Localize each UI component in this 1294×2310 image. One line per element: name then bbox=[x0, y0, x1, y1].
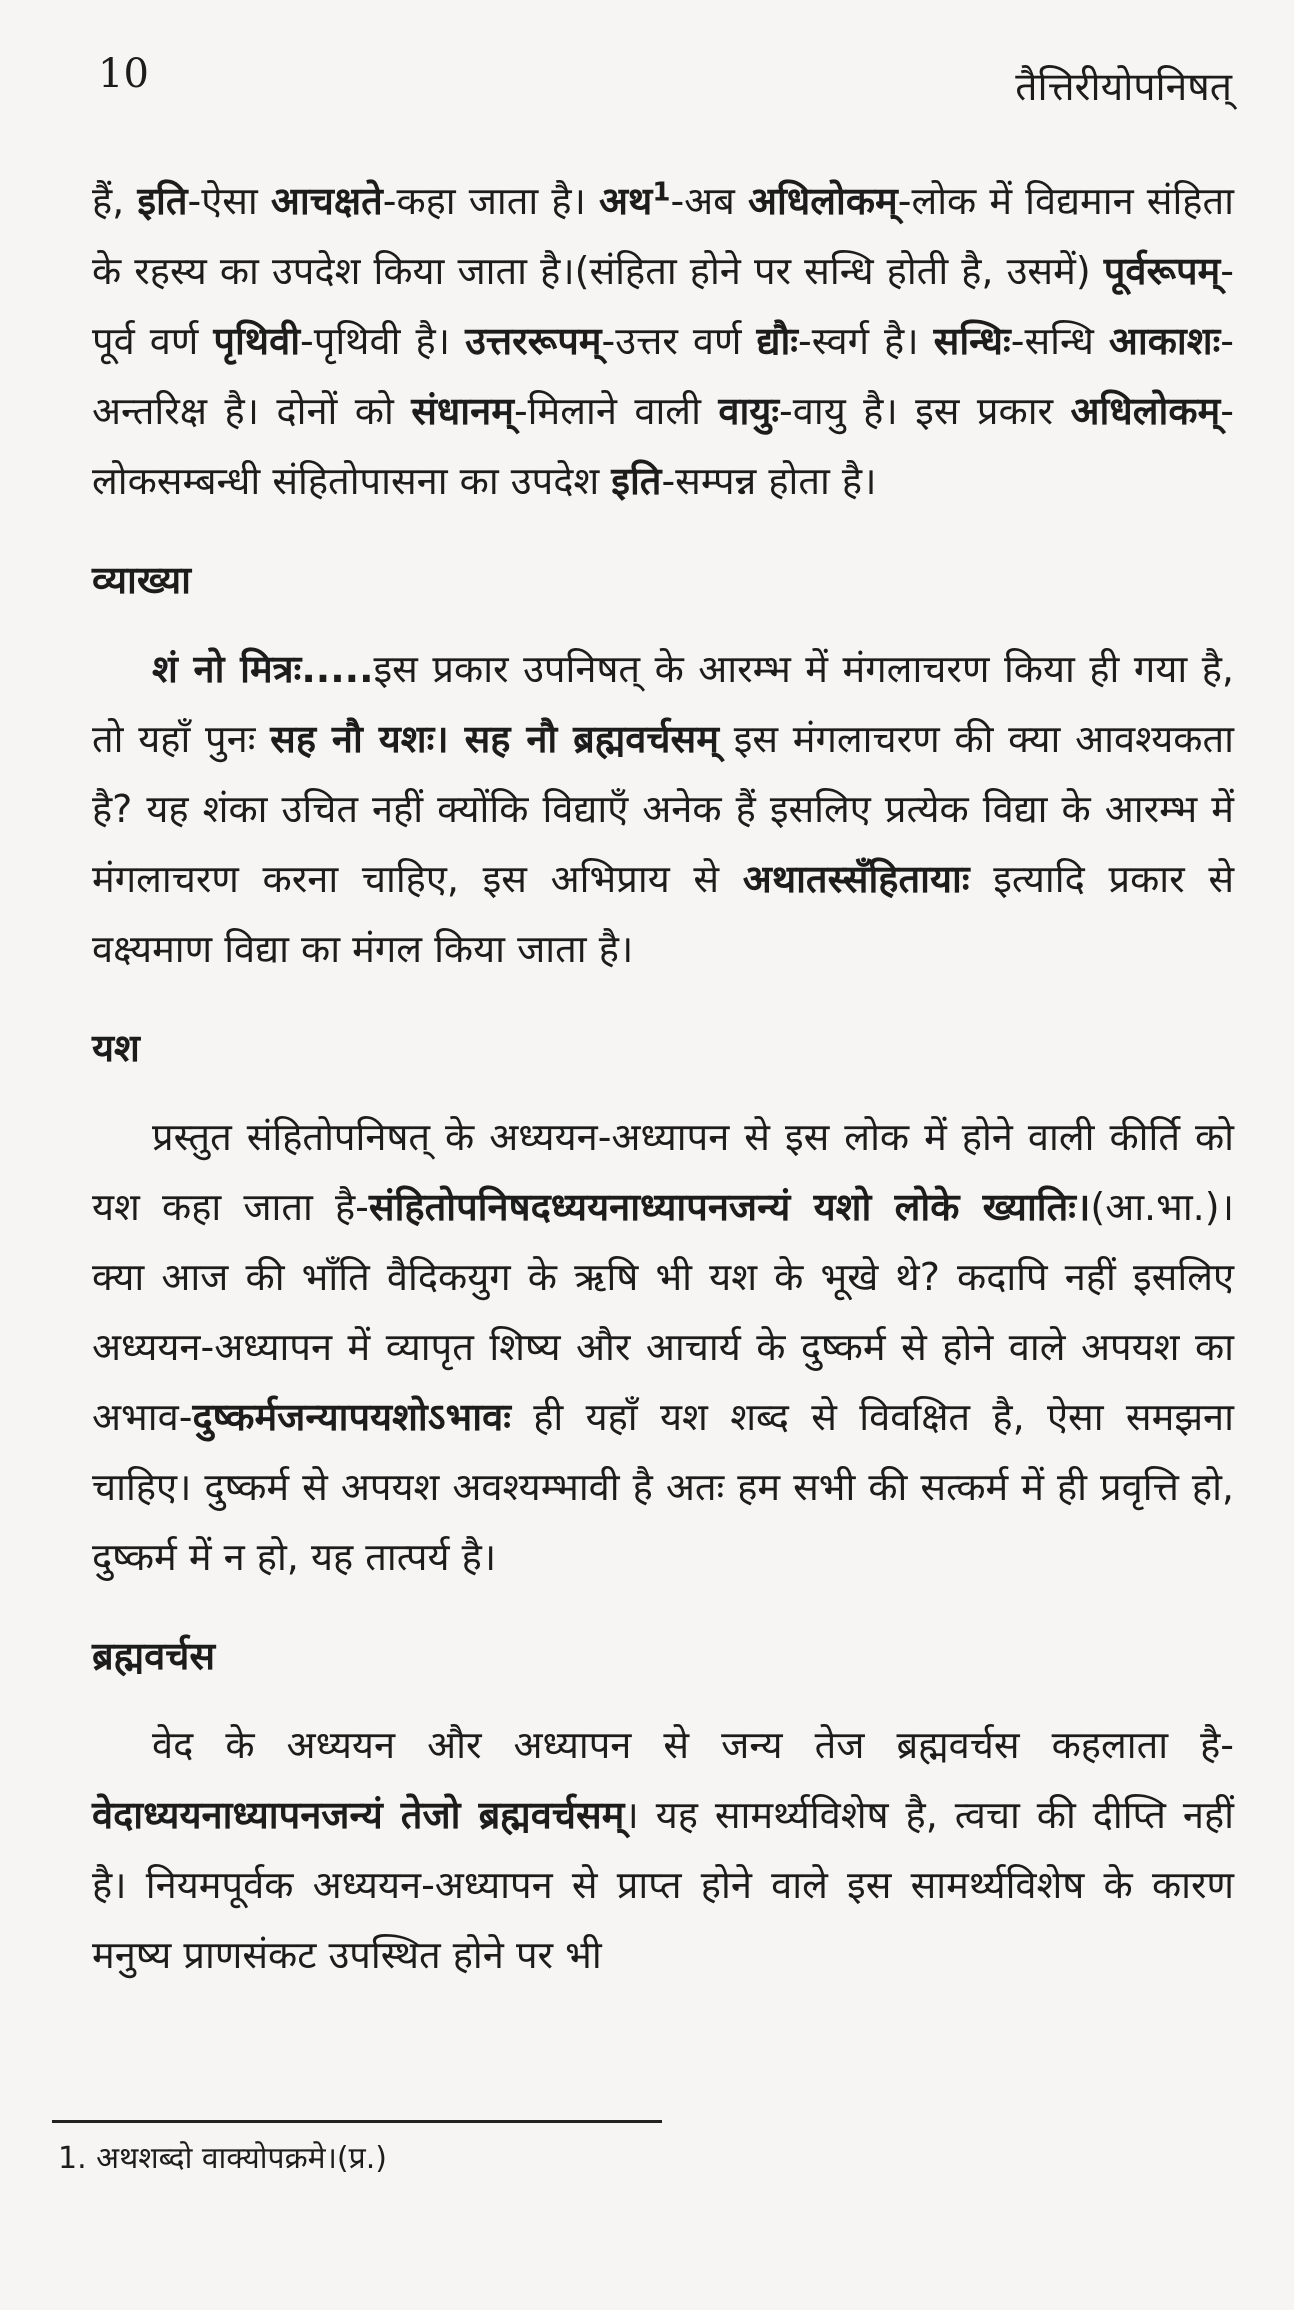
page-number: 10 bbox=[98, 51, 149, 97]
footnote-marker: 1 bbox=[652, 177, 671, 208]
bold-term: संहितोपनिषदध्ययनाध्यापनजन्यं यशो लोके ख्यातिः। bbox=[368, 1185, 1091, 1229]
bold-term: सन्धिः bbox=[933, 319, 1011, 363]
section-heading-yash: यश bbox=[92, 1026, 140, 1070]
bold-term: अधिलोकम् bbox=[1070, 389, 1221, 433]
page-header bbox=[98, 45, 1232, 125]
bold-term: इति bbox=[611, 459, 662, 503]
footnote-divider bbox=[52, 2120, 662, 2123]
page-body bbox=[92, 166, 1234, 1990]
bold-term: द्यौः bbox=[756, 319, 798, 363]
text: ही यहाँ यश शब्द से विवक्षित है, ऐसा समझना चाहिए। दुष्कर्म से अपयश अवश्यम्भावी है अतः हम सभी की सत्कर्म में ही प्रवृत्ति हो, दुष्कर्म में न हो, यह तात्पर्य है। bbox=[92, 1395, 1234, 1579]
bold-term: वायुः bbox=[718, 389, 780, 433]
text: -सन्धि bbox=[1010, 319, 1109, 363]
bold-term: दुष्कर्मजन्यापयशोऽभावः bbox=[192, 1395, 511, 1439]
paragraph-brahmavarchas bbox=[92, 1710, 1234, 1990]
bold-term: अथ bbox=[599, 179, 653, 223]
paragraph-adhilokam bbox=[92, 166, 1234, 516]
text: -पूर्व वर्ण bbox=[92, 249, 1234, 363]
paragraph-yash bbox=[92, 1102, 1234, 1592]
section-heading-vyakhya: व्याख्या bbox=[92, 558, 191, 602]
text: हैं, bbox=[92, 179, 138, 223]
text: -उत्तर वर्ण bbox=[601, 319, 757, 363]
bold-term: संधानम् bbox=[411, 389, 514, 433]
bold-term: इति bbox=[137, 179, 188, 223]
text: -वायु है। इस प्रकार bbox=[779, 389, 1071, 433]
text: -अब bbox=[670, 179, 748, 223]
footnote: 1. अथशब्दो वाक्योपक्रमे।(प्र.) bbox=[58, 2141, 387, 2176]
running-title: तैत्तिरीयोपनिषत् bbox=[1015, 65, 1232, 110]
text: -पृथिवी है। bbox=[300, 319, 466, 363]
text: -कहा जाता है। bbox=[382, 179, 600, 223]
bold-term: पृथिवी bbox=[213, 319, 301, 363]
section-heading-brahmavarchas: ब्रह्मवर्चस bbox=[92, 1634, 216, 1678]
paragraph-mangalacharan bbox=[92, 634, 1234, 984]
bold-term: अथातस्सँहितायाः bbox=[742, 857, 970, 901]
text: -सम्पन्न होता है। bbox=[661, 459, 877, 503]
bold-term: सह नौ यशः। सह नौ ब्रह्मवर्चसम् bbox=[270, 717, 719, 761]
bold-term: आचक्षते bbox=[270, 179, 383, 223]
bold-term: शं नो मित्रः..... bbox=[152, 647, 374, 691]
text: -ऐसा bbox=[187, 179, 271, 223]
bold-term: अधिलोकम् bbox=[747, 179, 898, 223]
text: -मिलाने वाली bbox=[513, 389, 719, 433]
bold-term: आकाशः bbox=[1108, 319, 1221, 363]
text: (आ.भा.)। क्या आज की भाँति वैदिकयुग के ऋषि भी यश के भूखे थे? कदापि नहीं इसलिए अध्ययन-अध्यापन में व्यापृत शिष्य और आचार्य के दुष्कर्म से होने वाले अपयश का अभाव- bbox=[92, 1185, 1234, 1439]
text: इस प्रकार उपनिषत् के आरम्भ में मंगलाचरण किया ही गया है, तो यहाँ पुनः bbox=[92, 647, 1234, 761]
text: -लोक में विद्यमान संहिता के रहस्य का उपदेश किया जाता है।(संहिता होने पर सन्धि होती है, उसमें) bbox=[92, 179, 1234, 293]
bold-term: पूर्वरूपम् bbox=[1103, 249, 1221, 293]
text: वेद के अध्ययन और अध्यापन से जन्य तेज ब्रह्मवर्चस कहलाता है- bbox=[152, 1723, 1234, 1767]
bold-term: वेदाध्ययनाध्यापनजन्यं तेजो ब्रह्मवर्चसम् bbox=[92, 1793, 625, 1837]
text: प्रस्तुत संहितोपनिषत् के अध्ययन-अध्यापन से इस लोक में होने वाली कीर्ति को यश कहा जाता है- bbox=[92, 1115, 1234, 1229]
text: इस मंगलाचरण की क्या आवश्यकता है? यह शंका उचित नहीं क्योंकि विद्याएँ अनेक हैं इसलिए प्रत्येक विद्या के आरम्भ में मंगलाचरण करना चाहिए, इस अभिप्राय से bbox=[92, 717, 1234, 901]
text: - लोकसम्बन्धी संहितोपासना का उपदेश bbox=[92, 389, 1234, 503]
bold-term: उत्तररूपम् bbox=[465, 319, 602, 363]
text: । यह सामर्थ्यविशेष है, त्वचा की दीप्ति नहीं है। नियमपूर्वक अध्ययन-अध्यापन से प्राप्त होने वाले इस सामर्थ्यविशेष के कारण मनुष्य प्राणसंकट उपस्थित होने पर भी bbox=[92, 1793, 1234, 1977]
text: -अन्तरिक्ष है। दोनों को bbox=[92, 319, 1234, 433]
text: इत्यादि प्रकार से वक्ष्यमाण विद्या का मंगल किया जाता है। bbox=[92, 857, 1235, 971]
text: -स्वर्ग है। bbox=[797, 319, 934, 363]
